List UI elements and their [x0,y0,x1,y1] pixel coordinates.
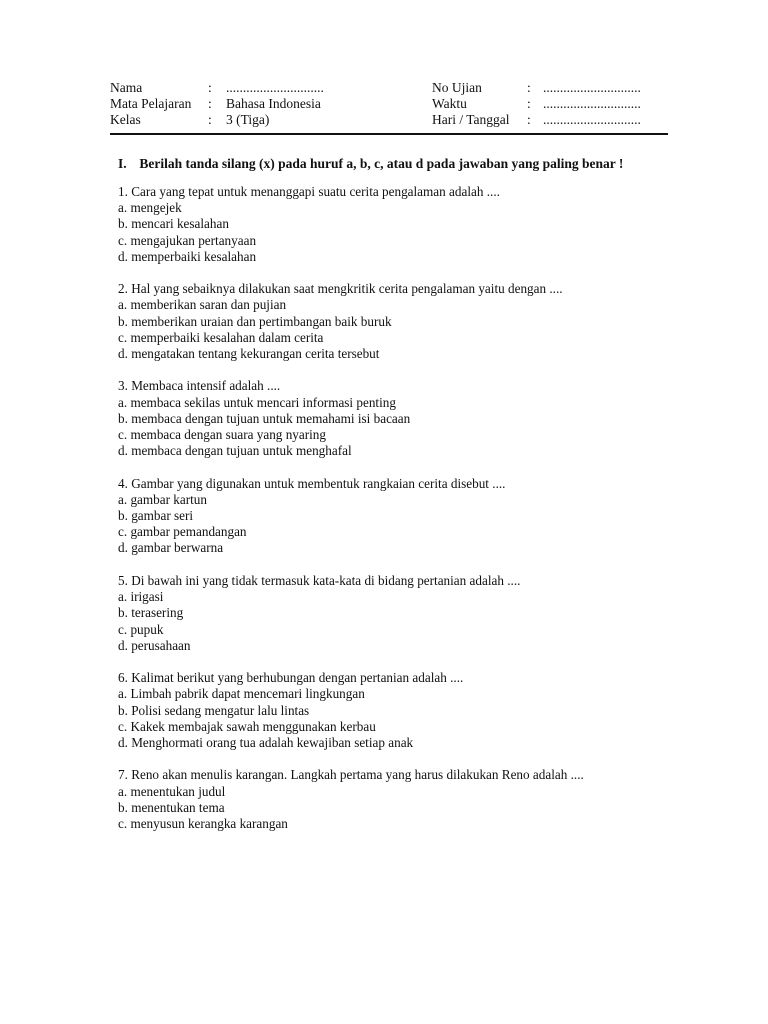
option-b[interactable]: b. terasering [118,605,184,621]
question-text: 7. Reno akan menulis karangan. Langkah pertama yang harus dilakukan Reno adalah .... [118,767,584,783]
exam-number-blank: ............................. [543,80,641,95]
field-label: Waktu [432,96,467,111]
option-a[interactable]: a. memberikan saran dan pujian [118,297,287,313]
question-text: 2. Hal yang sebaiknya dilakukan saat mengkritik cerita pengalaman yaitu dengan .... [118,281,563,297]
question-text: 1. Cara yang tepat untuk menanggapi suatu cerita pengalaman adalah .... [118,184,500,199]
subject-value: Bahasa Indonesia [226,96,321,111]
question-7 [118,767,678,832]
question-text: 6. Kalimat berikut yang berhubungan dengan pertanian adalah .... [118,670,464,686]
option-b[interactable]: b. mencari kesalahan [118,216,229,232]
question-2 [118,281,678,362]
field-colon: : [527,96,531,111]
option-b[interactable]: b. membaca dengan tujuan untuk memahami isi bacaan [118,410,411,426]
question-list [118,184,678,848]
field-colon: : [527,112,531,127]
question-6 [118,670,678,751]
option-a[interactable]: a. membaca sekilas untuk mencari informasi penting [118,394,396,410]
question-1 [118,184,678,265]
question-text: 4. Gambar yang digunakan untuk membentuk rangkaian cerita disebut .... [118,475,506,491]
option-c[interactable]: c. gambar pemandangan [118,524,247,540]
field-label: Nama [110,80,143,95]
question-4 [118,476,678,557]
option-c[interactable]: c. Kakek membajak sawah menggunakan kerbau [118,718,376,734]
section-number: I. [118,156,127,171]
option-a[interactable]: a. gambar kartun [118,491,207,507]
field-label: No Ujian [432,80,482,95]
name-blank: ............................. [226,80,324,95]
field-label: Kelas [110,112,141,127]
field-label: Mata Pelajaran [110,96,192,111]
question-3 [118,378,678,459]
field-label: Hari / Tanggal [432,112,510,127]
option-c[interactable]: c. menyusun kerangka karangan [118,815,288,831]
field-colon: : [527,80,531,95]
option-b[interactable]: b. Polisi sedang mengatur lalu lintas [118,702,310,718]
field-colon: : [208,112,212,127]
field-colon: : [208,80,212,95]
field-colon: : [208,96,212,111]
option-c[interactable]: c. membaca dengan suara yang nyaring [118,427,326,443]
question-text: 3. Membaca intensif adalah .... [118,378,281,394]
option-a[interactable]: a. menentukan judul [118,783,226,799]
option-d[interactable]: d. gambar berwarna [118,540,224,556]
option-d[interactable]: d. memperbaiki kesalahan [118,248,257,264]
date-blank: ............................. [543,112,641,127]
class-value: 3 (Tiga) [226,112,270,127]
option-d[interactable]: d. perusahaan [118,637,191,653]
question-text: 5. Di bawah ini yang tidak termasuk kata-kata di bidang pertanian adalah .... [118,572,521,588]
option-d[interactable]: d. mengatakan tentang kekurangan cerita tersebut [118,345,380,361]
option-c[interactable]: c. memperbaiki kesalahan dalam cerita [118,329,324,345]
option-c[interactable]: c. mengajukan pertanyaan [118,232,257,248]
option-d[interactable]: d. Menghormati orang tua adalah kewajiban setiap anak [118,734,414,750]
question-5 [118,573,678,654]
option-a[interactable]: a. irigasi [118,589,164,605]
time-blank: ............................. [543,96,641,111]
instruction-text: Berilah tanda silang (x) pada huruf a, b, c, atau d pada jawaban yang paling benar ! [139,156,624,171]
option-c[interactable]: c. pupuk [118,621,164,637]
option-b[interactable]: b. menentukan tema [118,799,225,815]
option-b[interactable]: b. gambar seri [118,508,194,524]
section-instruction [118,156,678,172]
header-divider [110,133,668,135]
option-d[interactable]: d. membaca dengan tujuan untuk menghafal [118,443,352,459]
option-b[interactable]: b. memberikan uraian dan pertimbangan baik buruk [118,313,392,329]
option-a[interactable]: a. mengejek [118,200,182,216]
option-a[interactable]: a. Limbah pabrik dapat mencemari lingkungan [118,686,365,702]
